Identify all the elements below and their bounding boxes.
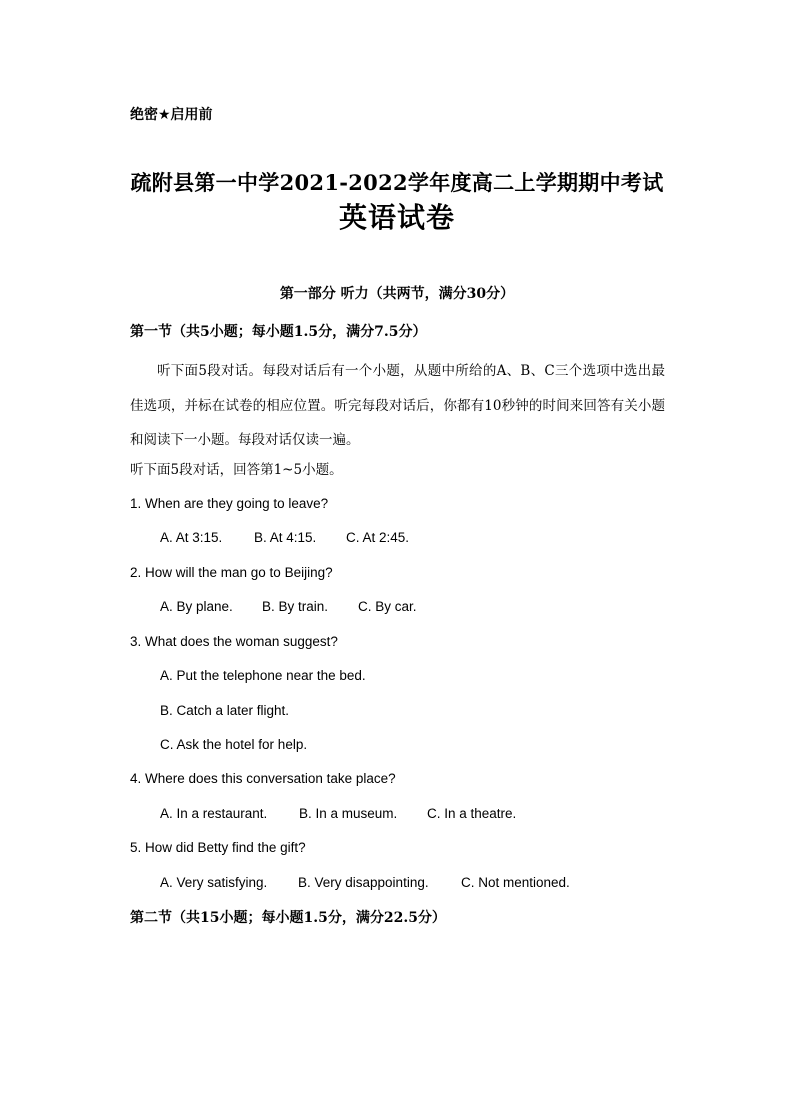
exam-title: 疏附县第一中学2021-2022学年度高二上学期期中考试 <box>130 170 664 195</box>
section-title: 第二节（共15小题；每小题1.5分，满分22.5分） <box>130 910 446 926</box>
question-lead: 听下面5段对话，回答第1~5小题。 <box>130 462 343 478</box>
question-stem: 2. How will the man go to Beijing? <box>130 565 333 580</box>
option: A. Put the telephone near the bed. <box>160 668 366 683</box>
section-title: 第一节（共5小题；每小题1.5分，满分7.5分） <box>130 324 427 340</box>
instructions: 听下面5段对话。每段对话后有一个小题，从题中所给的A、B、C三个选项中选出最佳选项，并标在试卷的相应位置。听完每段对话后，你都有10秒钟的时间来回答有关小题和阅读下一小题。每段对话仅读一遍。 <box>130 363 665 448</box>
option: B. In a museum. <box>299 806 398 821</box>
option: A. At 3:15. <box>160 530 223 545</box>
question-stem: 4. Where does this conversation take place? <box>130 771 396 786</box>
option: A. In a restaurant. <box>160 806 268 821</box>
part-title: 第一部分 听力（共两节，满分30分） <box>279 286 515 302</box>
option: C. Not mentioned. <box>461 875 570 890</box>
question-stem: 1. When are they going to leave? <box>130 496 329 511</box>
option: A. By plane. <box>160 599 233 614</box>
question-stem: 3. What does the woman suggest? <box>130 634 338 649</box>
subject-title: 英语试卷 <box>338 201 455 234</box>
question-stem: 5. How did Betty find the gift? <box>130 840 306 855</box>
option: B. By train. <box>262 599 329 614</box>
option: C. Ask the hotel for help. <box>160 737 308 752</box>
confidential-label: 绝密★启用前 <box>130 107 213 123</box>
option: B. Catch a later flight. <box>160 703 290 718</box>
option: C. By car. <box>358 599 417 614</box>
option: C. In a theatre. <box>427 806 517 821</box>
option: C. At 2:45. <box>346 530 410 545</box>
option: B. At 4:15. <box>254 530 317 545</box>
option: A. Very satisfying. <box>160 875 268 890</box>
option: B. Very disappointing. <box>298 875 429 890</box>
